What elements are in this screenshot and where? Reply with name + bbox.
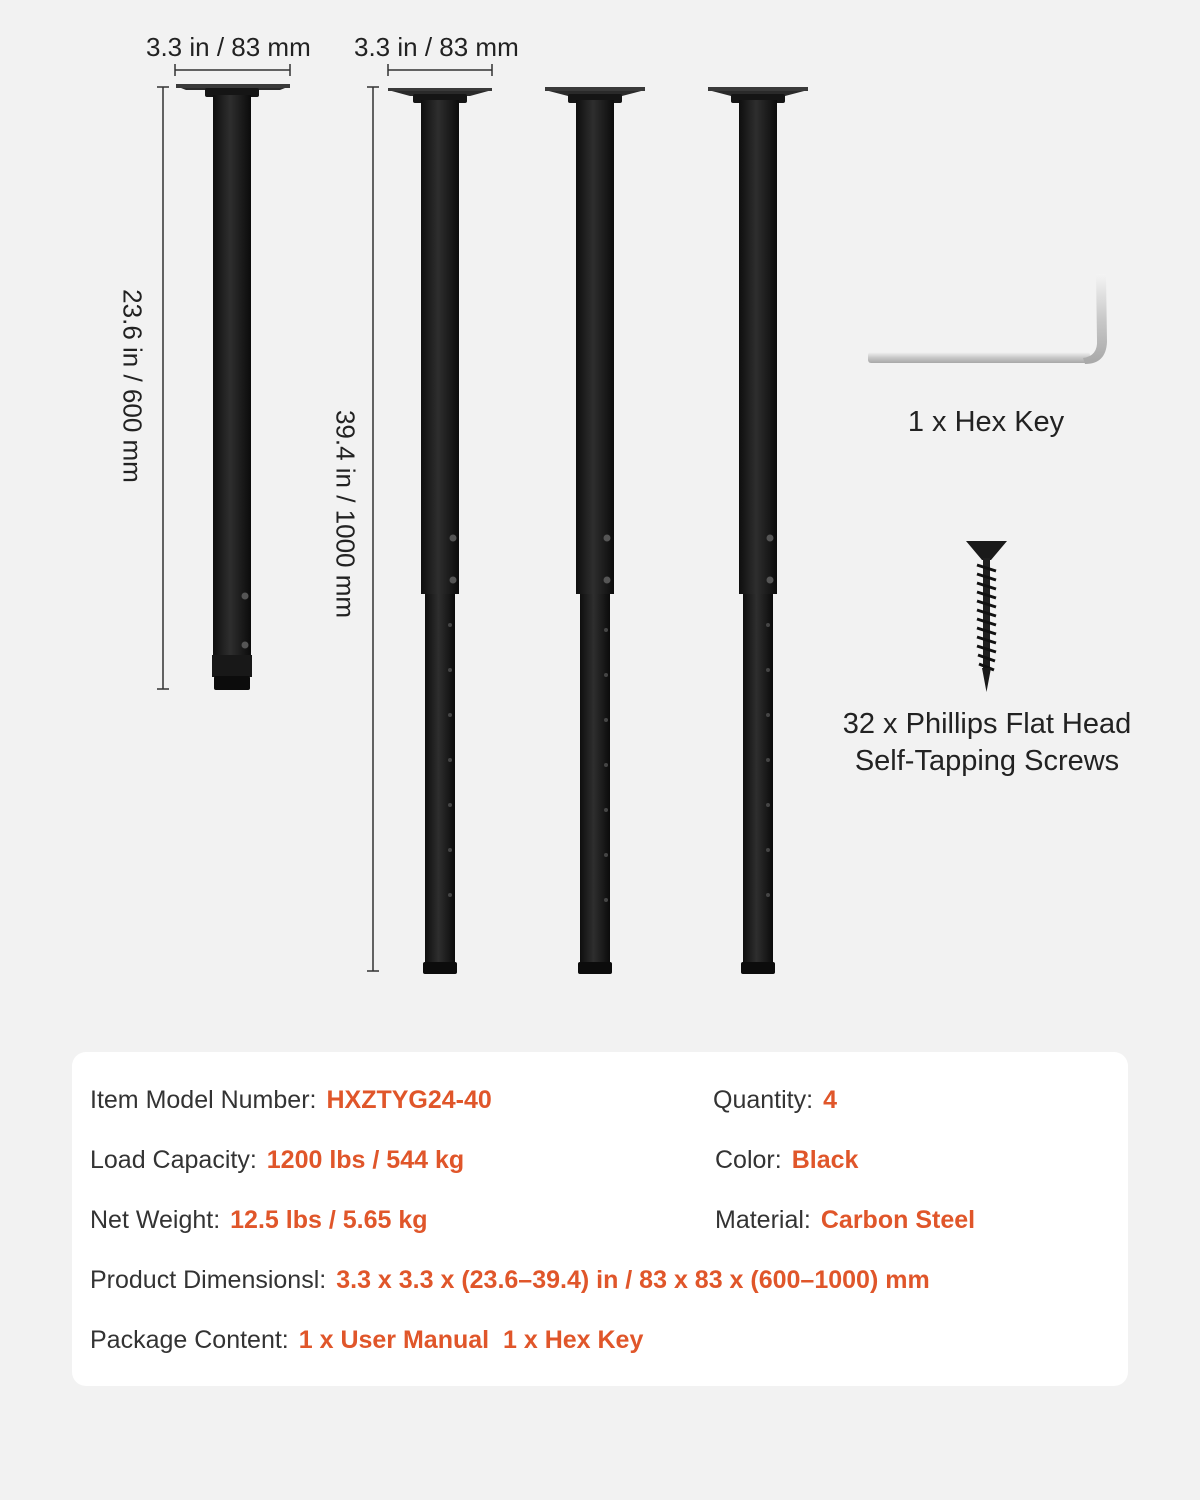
spec-dimensions-value: 3.3 x 3.3 x (23.6–39.4) in / 83 x 83 x (600–1000) mm — [336, 1266, 930, 1294]
long-leg-height-label: 39.4 in / 1000 mm — [330, 409, 361, 619]
spec-weight — [90, 1206, 428, 1235]
short-table-leg — [176, 84, 290, 690]
spec-model-value: HXZTYG24-40 — [326, 1086, 492, 1114]
spec-color — [715, 1146, 858, 1175]
long-table-leg-2 — [545, 87, 645, 974]
spec-material-label: Material: — [715, 1206, 811, 1234]
spec-material — [715, 1206, 975, 1235]
long-leg-height-dimension — [367, 87, 379, 971]
screws-label-line2: Self-Tapping Screws — [854, 745, 1120, 777]
screw-icon — [966, 541, 1007, 692]
spec-load-value: 1200 lbs / 544 kg — [266, 1146, 465, 1174]
spec-color-value: Black — [791, 1146, 859, 1174]
hex-key-icon — [868, 274, 1107, 364]
spec-model-label: Item Model Number: — [90, 1086, 317, 1114]
spec-quantity-value: 4 — [823, 1086, 837, 1114]
screws-label-line1: 32 x Phillips Flat Head — [842, 708, 1132, 740]
spec-card — [72, 1052, 1128, 1386]
spec-load — [90, 1146, 464, 1175]
long-table-leg-1 — [388, 88, 492, 974]
spec-quantity-label: Quantity: — [713, 1086, 814, 1114]
short-leg-height-dimension — [157, 87, 169, 689]
hex-key-label: 1 x Hex Key — [907, 406, 1065, 438]
short-leg-width-dimension — [175, 64, 290, 76]
spec-weight-label: Net Weight: — [90, 1206, 221, 1234]
spec-quantity — [713, 1086, 837, 1115]
spec-dimensions — [90, 1266, 930, 1295]
spec-package-value: 1 x User Manual 1 x Hex Key — [298, 1326, 644, 1354]
spec-package-label: Package Content: — [90, 1326, 289, 1354]
spec-dimensions-label: Product Dimensionsl: — [90, 1266, 327, 1294]
short-leg-width-label: 3.3 in / 83 mm — [146, 32, 311, 62]
short-leg-height-label: 23.6 in / 600 mm — [117, 289, 148, 483]
spec-color-label: Color: — [715, 1146, 782, 1174]
spec-model — [90, 1086, 492, 1115]
long-table-leg-3 — [708, 87, 808, 974]
spec-load-label: Load Capacity: — [90, 1146, 257, 1174]
spec-material-value: Carbon Steel — [820, 1206, 976, 1234]
long-leg-width-dimension — [388, 64, 492, 76]
spec-weight-value: 12.5 lbs / 5.65 kg — [230, 1206, 428, 1234]
long-leg-width-label: 3.3 in / 83 mm — [354, 32, 519, 62]
spec-package — [90, 1326, 643, 1355]
